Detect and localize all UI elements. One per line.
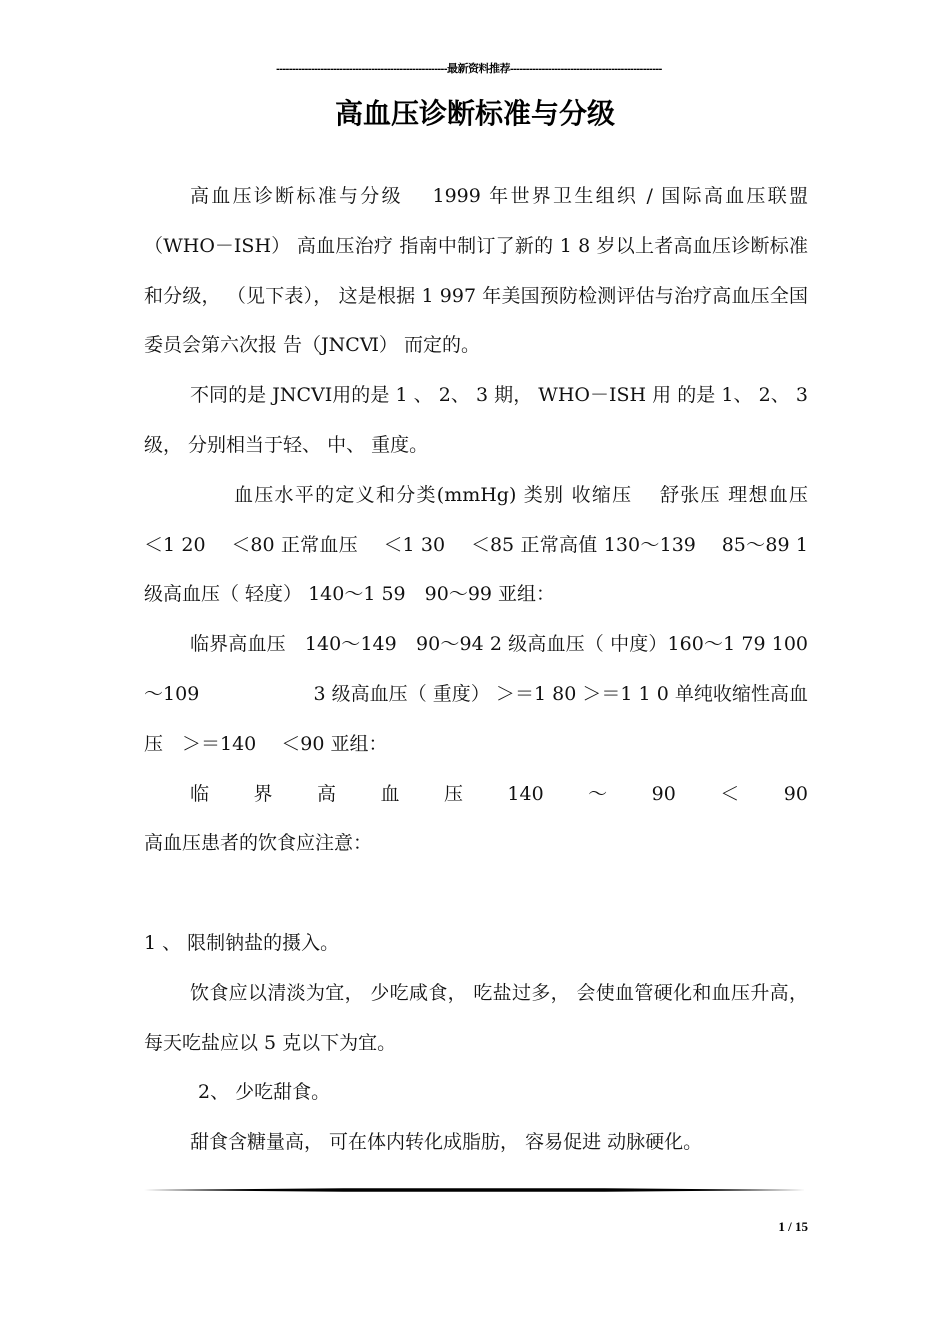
paragraph-sugar: 甜食含糖量高， 可在体内转化成脂肪， 容易促进 动脉硬化。 bbox=[190, 1131, 703, 1154]
spread-token: 血 bbox=[380, 782, 400, 805]
spread-token: 界 bbox=[253, 782, 273, 805]
list-item-salt-heading: 1 、 限制钠盐的摄入。 bbox=[144, 931, 340, 954]
paragraph-classification-continued: 临界高血压 140～149 90～94 2 级高血压（ 中度）160～1 79 100～109 3 级高血压（ 重度） ＞＝1 80 ＞＝1 1 0 单纯收缩性高血压 ＞＝140 ＜90 亚组： bbox=[144, 633, 808, 755]
paragraph-borderline-row bbox=[144, 770, 808, 820]
blank-line bbox=[144, 869, 808, 919]
spread-token: 140 bbox=[507, 782, 544, 805]
paragraph-salt: 饮食应以清淡为宜， 少吃咸食， 吃盐过多， 会使血管硬化和血压升高， 每天吃盐应以 5 克以下为宜。 bbox=[144, 981, 808, 1054]
spread-token: 临 bbox=[190, 782, 210, 805]
spread-token: ＜ bbox=[720, 782, 740, 805]
document-body bbox=[144, 172, 834, 1168]
footer-divider bbox=[144, 1187, 806, 1193]
list-item-sugar-heading: 2、 少吃甜食。 bbox=[198, 1081, 331, 1104]
spread-token: 压 bbox=[443, 782, 463, 805]
spread-token: ～ bbox=[588, 782, 608, 805]
spread-token: 高 bbox=[316, 782, 336, 805]
document-title: 高血压诊断标准与分级 bbox=[334, 97, 615, 130]
page-number: 1 / 15 bbox=[778, 1219, 808, 1234]
spread-token: 90 bbox=[651, 782, 676, 805]
spread-token: 90 bbox=[783, 782, 808, 805]
paragraph-difference: 不同的是 JNCVI用的是 1 、 2、 3 期， WHO－ISH 用 的是 1、 2、 3 级， 分别相当于轻、 中、 重度。 bbox=[144, 384, 808, 456]
header-banner: ------------------------------------------------------最新资料推荐------------------------------------------------ bbox=[276, 63, 662, 75]
paragraph-intro: 高血压诊断标准与分级 1999 年世界卫生组织 / 国际高血压联盟（WHO－ISH） 高血压治疗 指南中制订了新的 1 8 岁以上者高血压诊断标准和分级， （见下表）， 这是根据 1 997 年美国预防检测评估与治疗高血压全国委员会第六次报 告（JNCⅥ） 而定的。 bbox=[144, 185, 808, 357]
paragraph-diet-heading: 高血压患者的饮食应注意： bbox=[144, 832, 373, 855]
paragraph-classification-table: 血压水平的定义和分类(mmHg) 类别 收缩压 舒张压 理想血压 ＜1 20 ＜80 正常血压 ＜1 30 ＜85 正常高值 130～139 85～89 1 级高血压（ 轻度） 140～1 59 90～99 亚组： bbox=[144, 483, 834, 606]
